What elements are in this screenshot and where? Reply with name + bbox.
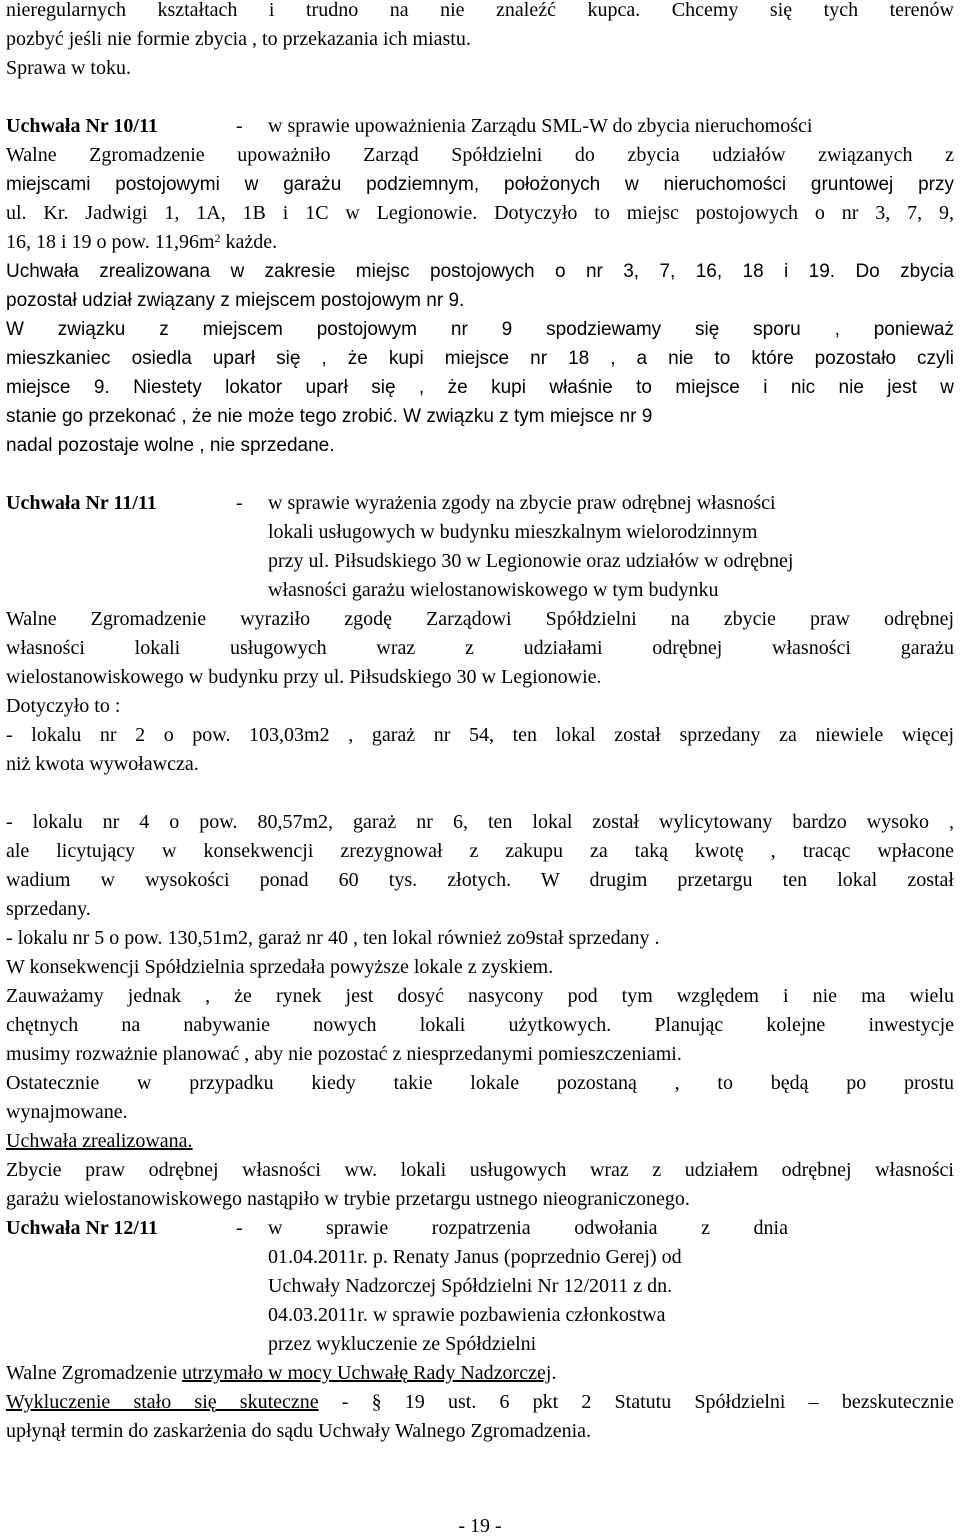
paragraph-line: nieregularnych kształtach i trudno na nie znaleźć kupca. Chcemy się tych terenów: [6, 0, 954, 21]
resolution-title-line: lokali usługowych w budynku mieszkalnym wielorodzinnym: [268, 521, 758, 543]
list-item-cont: wadium w wysokości ponad 60 tys. złotych. W drugim przetargu ten lokal został: [6, 869, 954, 891]
paragraph-line: mieszkaniec osiedla uparł się , że kupi miejsce nr 18 , a nie to które pozostało czyli: [6, 348, 954, 369]
paragraph-line: [6, 1359, 954, 1388]
resolution-title-line: 01.04.2011r. p. Renaty Janus (poprzednio Gerej) od: [268, 1246, 682, 1268]
list-item-cont: sprzedany.: [6, 898, 91, 920]
resolution-number: Uchwała Nr 10/11: [6, 115, 158, 137]
paragraph-line: wielostanowiskowego w budynku przy ul. Piłsudskiego 30 w Legionowie.: [6, 666, 602, 688]
resolution-11-heading: [6, 489, 776, 518]
paragraph-line: pozostał udział związany z miejscem postojowym nr 9.: [6, 290, 465, 311]
paragraph-line: W konsekwencji Spółdzielnia sprzedała powyższe lokale z zyskiem.: [6, 956, 554, 978]
paragraph-line: musimy rozważnie planować , aby nie pozostać z niesprzedanymi pomieszczeniami.: [6, 1043, 682, 1065]
resolution-title-line: w sprawie rozpatrzenia odwołania z dnia: [268, 1217, 788, 1239]
resolution-title: w sprawie upoważnienia Zarządu SML-W do zbycia nieruchomości: [268, 115, 813, 137]
paragraph-line: nadal pozostaje wolne , nie sprzedane.: [6, 435, 335, 456]
status-text: Uchwała zrealizowana.: [6, 1130, 193, 1152]
heading-dash: -: [236, 492, 243, 514]
list-item-cont: ale licytujący w konsekwencji zrezygnował z zakupu za taką kwotę , tracąc wpłacone: [6, 840, 954, 862]
text-span: .: [551, 1362, 557, 1384]
page-number: - 19 -: [458, 1515, 502, 1537]
paragraph-line: miejsce 9. Niestety lokator uparł się , że kupi właśnie to miejsce i nic nie jest w: [6, 377, 954, 398]
text-span: Walne Zgromadzenie: [6, 1362, 183, 1384]
resolution-title-line: 04.03.2011r. w sprawie pozbawienia członkostwa: [268, 1304, 666, 1326]
paragraph-line: Dotyczyło to :: [6, 695, 121, 717]
list-item: - lokalu nr 5 o pow. 130,51m2, garaż nr 40 , ten lokal również zo9stał sprzedany .: [6, 927, 660, 949]
list-item-cont: niż kwota wywoławcza.: [6, 753, 199, 775]
paragraph-line: Zauważamy jednak , że rynek jest dosyć nasycony pod tym względem i nie ma wielu: [6, 985, 954, 1007]
paragraph-line: pozbyć jeśli nie formie zbycia , to przekazania ich miastu.: [6, 28, 471, 50]
paragraph-line: Ostatecznie w przypadku kiedy takie lokale pozostaną , to będą po prostu: [6, 1072, 954, 1094]
paragraph-line: W związku z miejscem postojowym nr 9 spodziewamy się sporu , ponieważ: [6, 319, 954, 340]
paragraph-line: garażu wielostanowiskowego nastąpiło w trybie przetargu ustnego nieograniczonego.: [6, 1188, 690, 1210]
resolution-10-heading: [6, 112, 812, 141]
area-text-end: każde.: [220, 231, 278, 253]
paragraph-line: [6, 1388, 954, 1417]
paragraph-line: wynajmowane.: [6, 1101, 128, 1123]
paragraph-line: własności lokali usługowych wraz z udziałami odrębnej własności garażu: [6, 637, 954, 659]
paragraph-line: stanie go przekonać , że nie może tego zrobić. W związku z tym miejsce nr 9: [6, 406, 653, 427]
paragraph-line: miejscami postojowymi w garażu podziemnym, położonych w nieruchomości gruntowej przy: [6, 174, 954, 195]
paragraph-line: upłynął termin do zaskarżenia do sądu Uchwały Walnego Zgromadzenia.: [6, 1420, 592, 1442]
area-text: 16, 18 i 19 o pow. 11,96m: [6, 231, 215, 253]
resolution-title-line: przy ul. Piłsudskiego 30 w Legionowie oraz udziałów w odrębnej: [268, 550, 794, 572]
list-item: - lokalu nr 4 o pow. 80,57m2, garaż nr 6, ten lokal został wylicytowany bardzo wysoko ,: [6, 811, 954, 833]
paragraph-line: ul. Kr. Jadwigi 1, 1A, 1B i 1C w Legionowie. Dotyczyło to miejsc postojowych o nr 3, 7, 9,: [6, 202, 954, 224]
paragraph-line: chętnych na nabywanie nowych lokali użytkowych. Planując kolejne inwestycje: [6, 1014, 954, 1036]
paragraph-line: Walne Zgromadzenie wyraziło zgodę Zarządowi Spółdzielni na zbycie praw odrębnej: [6, 608, 954, 630]
paragraph-line: [6, 228, 954, 257]
heading-dash: -: [236, 1217, 243, 1239]
text-span: - § 19 ust. 6 pkt 2 Statutu Spółdzielni – bezskutecznie: [318, 1391, 954, 1413]
underlined-text: Wykluczenie stało się skuteczne: [6, 1391, 319, 1413]
resolution-title-line: Uchwały Nadzorczej Spółdzielni Nr 12/2011 z dn.: [268, 1275, 673, 1297]
paragraph-line: Walne Zgromadzenie upoważniło Zarząd Spółdzielni do zbycia udziałów związanych z: [6, 144, 954, 166]
resolution-number: Uchwała Nr 12/11: [6, 1217, 158, 1239]
underlined-text: utrzymało w mocy Uchwałę Rady Nadzorczej: [182, 1362, 552, 1384]
list-item: - lokalu nr 2 o pow. 103,03m2 , garaż nr 54, ten lokal został sprzedany za niewiele więcej: [6, 724, 954, 746]
resolution-number: Uchwała Nr 11/11: [6, 492, 157, 514]
paragraph-line: Uchwała zrealizowana w zakresie miejsc postojowych o nr 3, 7, 16, 18 i 19. Do zbycia: [6, 261, 954, 282]
paragraph-line: Zbycie praw odrębnej własności ww. lokali usługowych wraz z udziałem odrębnej własności: [6, 1159, 954, 1181]
resolution-title: w sprawie wyrażenia zgody na zbycie praw odrębnej własności: [268, 492, 776, 514]
resolution-12-heading: [6, 1214, 268, 1243]
superscript: 2: [214, 231, 221, 245]
paragraph-line: Sprawa w toku.: [6, 57, 131, 79]
resolution-title-line: własności garażu wielostanowiskowego w tym budynku: [268, 579, 719, 601]
heading-dash: -: [236, 115, 243, 137]
resolution-title-line: przez wykluczenie ze Spółdzielni: [268, 1333, 537, 1355]
